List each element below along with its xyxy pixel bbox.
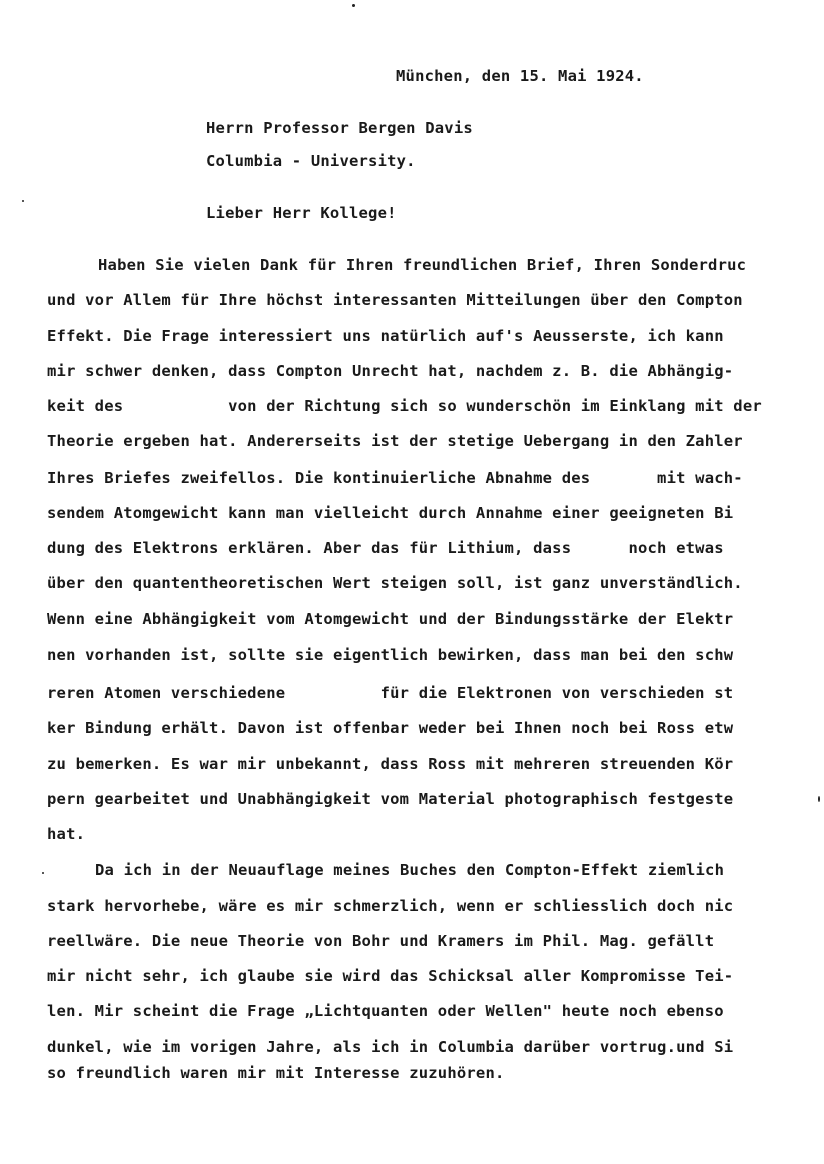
- salutation: Lieber Herr Kollege!: [206, 204, 397, 222]
- body-line: hat.: [47, 825, 86, 843]
- body-line: dung des Elektrons erklären. Aber das für Lithium, dass noch etwas: [47, 539, 724, 557]
- body-line: pern gearbeitet und Unabhängigkeit vom Material photographisch festgeste: [47, 790, 734, 808]
- paper-speck: [42, 872, 44, 874]
- body-line: Haben Sie vielen Dank für Ihren freundlichen Brief, Ihren Sonderdruc: [98, 256, 747, 274]
- body-line: mir schwer denken, dass Compton Unrecht hat, nachdem z. B. die Abhängig-: [47, 362, 734, 380]
- body-line: stark hervorhebe, wäre es mir schmerzlich, wenn er schliesslich doch nic: [47, 897, 734, 915]
- body-line: dunkel, wie im vorigen Jahre, als ich in Columbia darüber vortrug.und Si: [47, 1038, 734, 1056]
- recipient-name: Herrn Professor Bergen Davis: [206, 119, 473, 137]
- body-line: Wenn eine Abhängigkeit vom Atomgewicht und der Bindungsstärke der Elektr: [47, 610, 734, 628]
- body-line: reren Atomen verschiedene für die Elektronen von verschieden st: [47, 684, 734, 702]
- recipient-institution: Columbia - University.: [206, 152, 416, 170]
- body-line: mir nicht sehr, ich glaube sie wird das Schicksal aller Kompromisse Tei-: [47, 967, 734, 985]
- paper-speck: [22, 200, 24, 202]
- paper-speck: [818, 796, 820, 802]
- paper-speck: [352, 4, 355, 7]
- body-line: und vor Allem für Ihre höchst interessanten Mitteilungen über den Compton: [47, 291, 743, 309]
- body-line: Ihres Briefes zweifellos. Die kontinuierliche Abnahme des mit wach-: [47, 469, 743, 487]
- body-line: reellwäre. Die neue Theorie von Bohr und Kramers im Phil. Mag. gefällt: [47, 932, 715, 950]
- body-line: so freundlich waren mir mit Interesse zuzuhören.: [47, 1064, 505, 1082]
- body-line: sendem Atomgewicht kann man vielleicht durch Annahme einer geeigneten Bi: [47, 504, 734, 522]
- body-line: keit des von der Richtung sich so wunderschön im Einklang mit der: [47, 397, 762, 415]
- body-line: Da ich in der Neuauflage meines Buches den Compton-Effekt ziemlich: [95, 861, 725, 879]
- body-line: len. Mir scheint die Frage „Lichtquanten oder Wellen" heute noch ebenso: [47, 1002, 724, 1020]
- body-line: Theorie ergeben hat. Andererseits ist der stetige Uebergang in den Zahler: [47, 432, 743, 450]
- body-line: nen vorhanden ist, sollte sie eigentlich bewirken, dass man bei den schw: [47, 646, 734, 664]
- place-date: München, den 15. Mai 1924.: [396, 67, 644, 85]
- body-line: ker Bindung erhält. Davon ist offenbar weder bei Ihnen noch bei Ross etw: [47, 719, 734, 737]
- body-line: über den quantentheoretischen Wert steigen soll, ist ganz unverständlich.: [47, 574, 743, 592]
- body-line: Effekt. Die Frage interessiert uns natürlich auf's Aeusserste, ich kann: [47, 327, 724, 345]
- body-line: zu bemerken. Es war mir unbekannt, dass Ross mit mehreren streuenden Kör: [47, 755, 734, 773]
